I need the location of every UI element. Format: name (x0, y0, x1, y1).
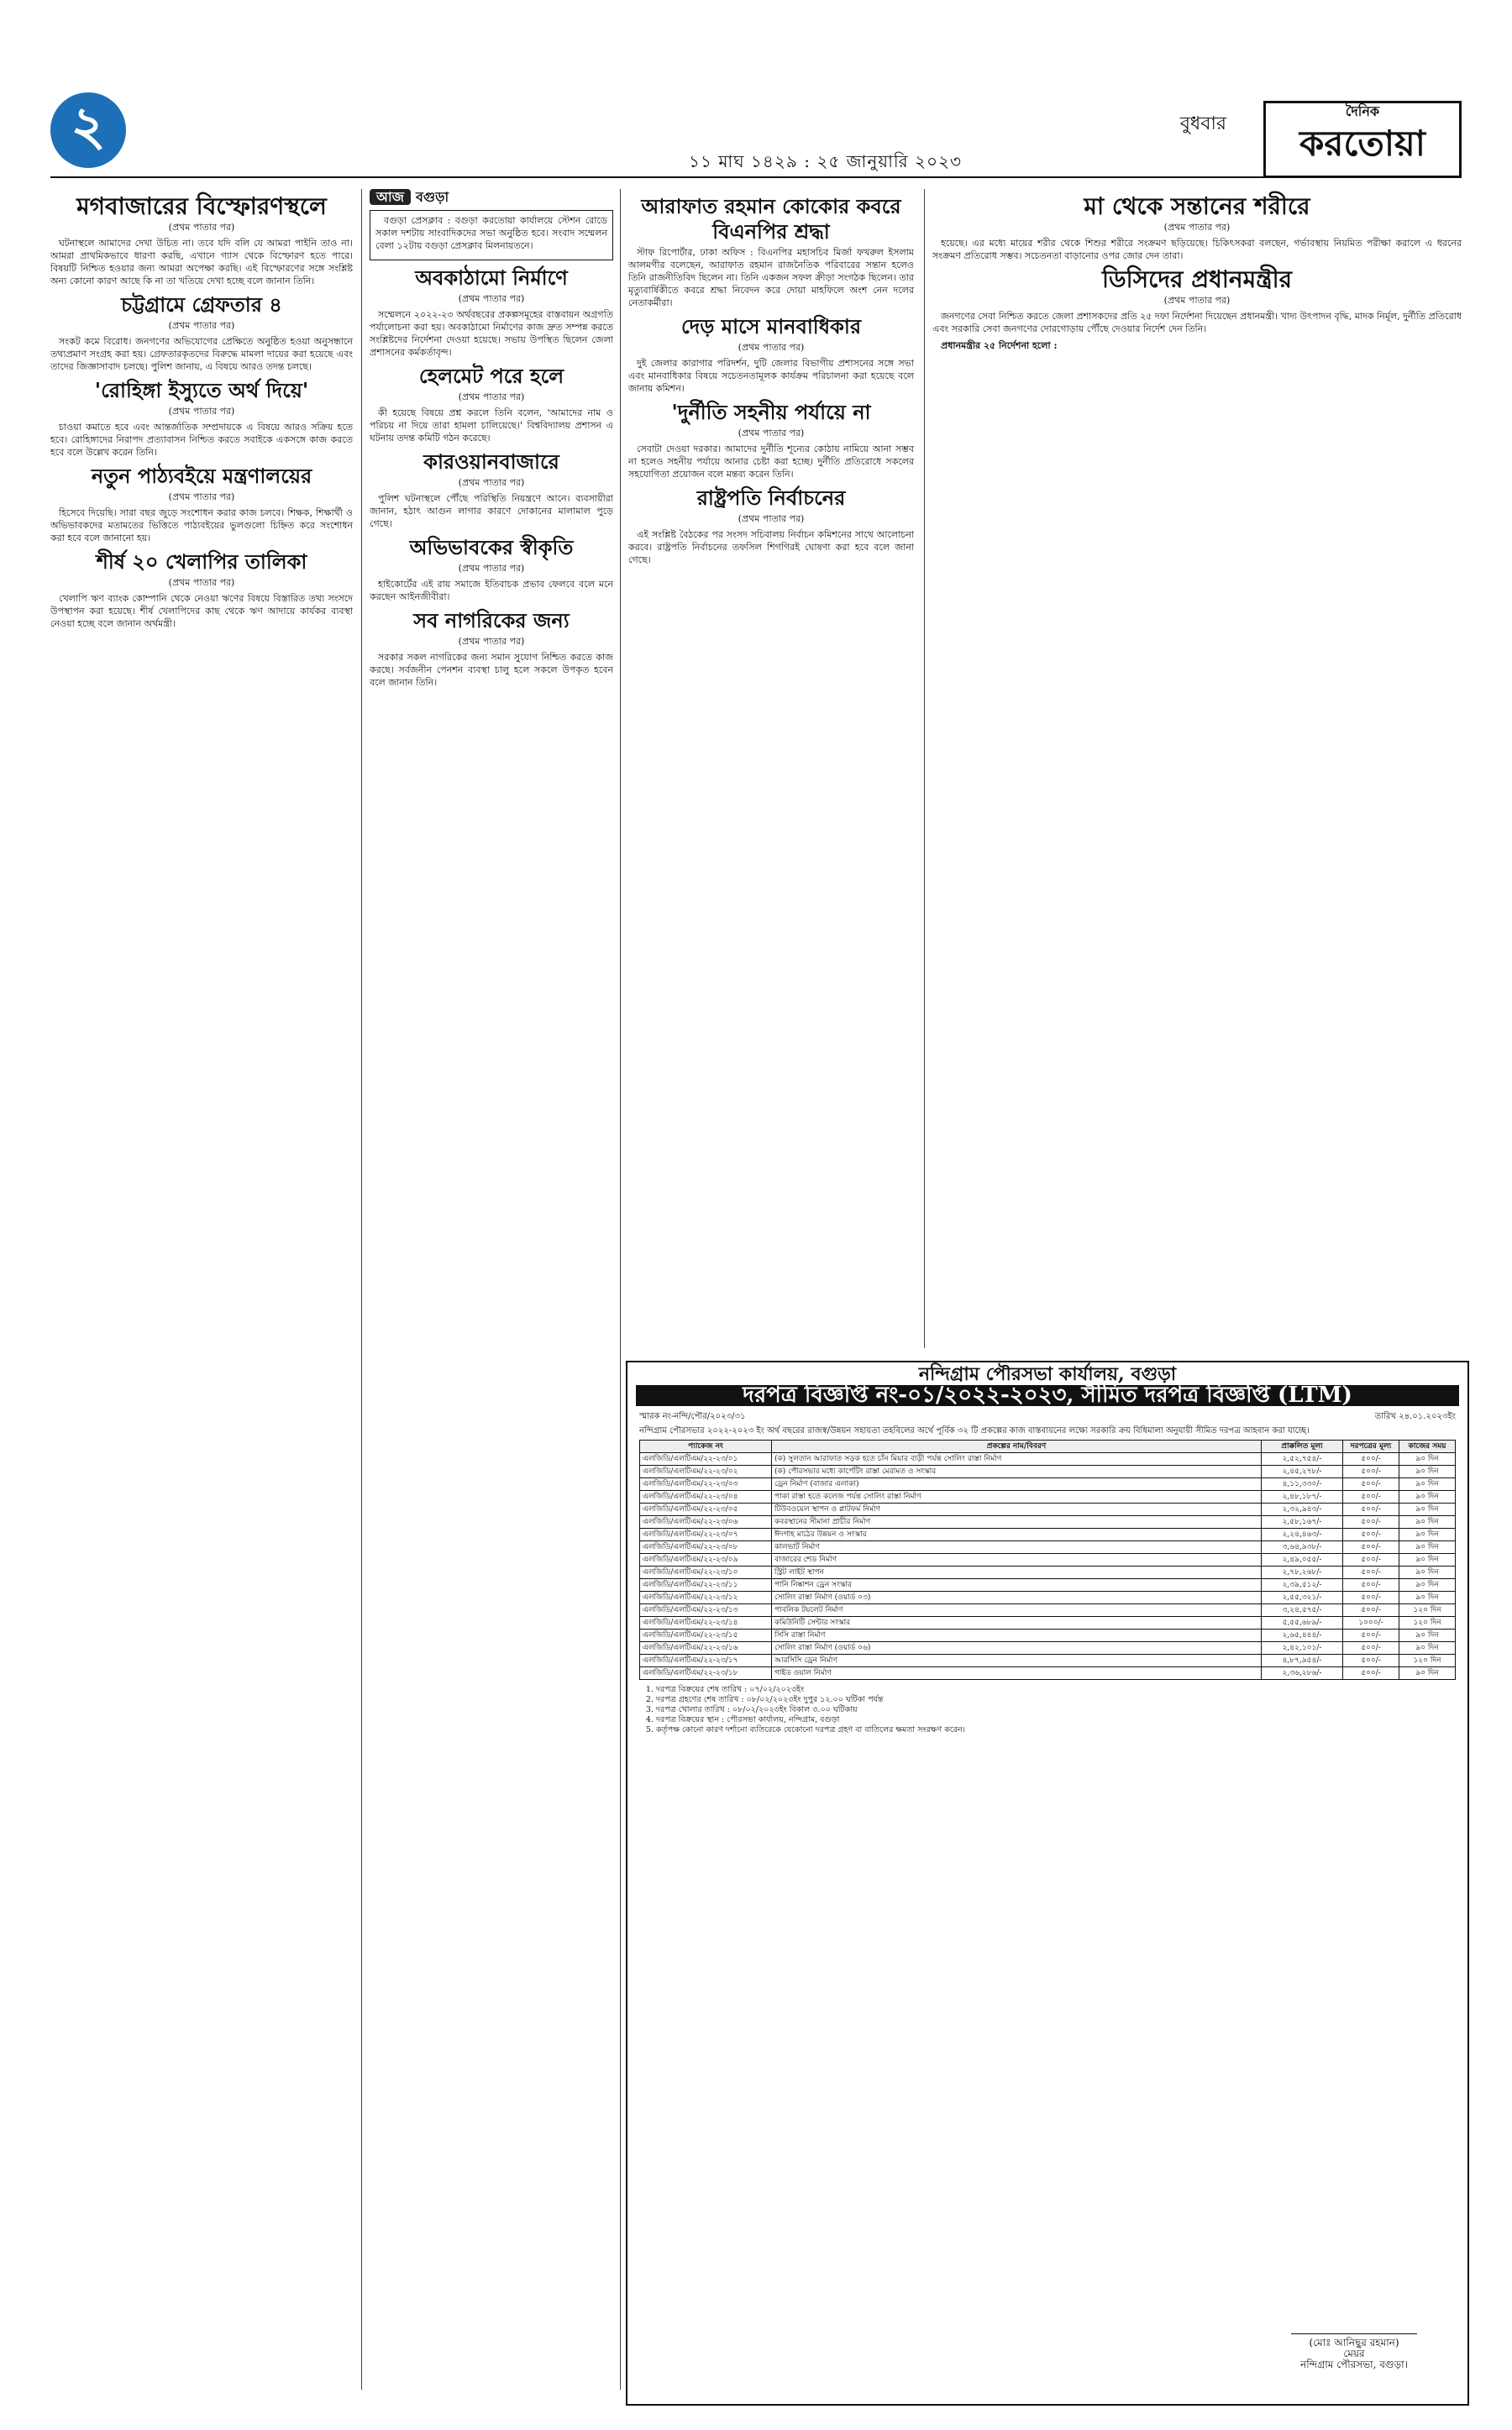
tender-table (639, 1440, 1456, 1680)
tender-cell: সিসি রাস্তা নির্মাণ (772, 1630, 1262, 1642)
tender-banner: দরপত্র বিজ্ঞপ্তি নং-০১/২০২২-২০২৩, সীমিত দরপত্র বিজ্ঞপ্তি (LTM) (636, 1385, 1459, 1406)
tender-cell: ৫০০/- (1343, 1504, 1399, 1516)
tender-cell: পাবলিক টয়লেট নির্মাণ (772, 1604, 1262, 1617)
tender-intro: নন্দিগ্রাম পৌরসভার ২০২২-২০২৩ ইং অর্থ বছরের রাজস্ব/উন্নয়ন সহায়তা তহবিলের অর্থে পূর্বিক ৩২ টি প্রকল্পের কাজ বাস্তবায়নের লক্ষ্যে সরকারি ক্রয় বিধিমালা অনুযায়ী সীমিত দরপত্র আহবান করা যাচ্ছে। (639, 1426, 1310, 1435)
tender-cell: ১২০ দিন (1399, 1617, 1456, 1630)
tender-cell: এলজিডি/এলটিএম/২২-২৩/০৯ (640, 1554, 772, 1567)
tender-cell: এলজিডি/এলটিএম/২২-২৩/০৫ (640, 1504, 772, 1516)
tender-office: নন্দিগ্রাম পৌরসভা কার্যালয়, বগুড়া (918, 1363, 1177, 1385)
tender-note: 5. কর্তৃপক্ষ কোনো কারণ দর্শানো ব্যতিরেকে যেকোনো দরপত্র গ্রহণ বা বাতিলের ক্ষমতা সংরক্ষণ করেন। (656, 1725, 1456, 1735)
tender-cell: ২,৩৬,২৮৬/- (1262, 1667, 1343, 1680)
header-rule (50, 176, 1462, 178)
column-divider (620, 189, 621, 2390)
today-box (370, 210, 613, 260)
tender-row (640, 1478, 1456, 1491)
subhead: (প্রথম পাতার পর) (738, 428, 805, 438)
subhead: (প্রথম পাতার পর) (458, 563, 525, 574)
page-header (0, 0, 1512, 171)
today-place: বগুড়া (415, 189, 449, 205)
subhead: (প্রথম পাতার পর) (458, 293, 525, 304)
column-4 (932, 189, 1462, 1348)
today-bar (370, 189, 613, 205)
tender-cell: পানি নিষ্কাশন ড্রেন সংস্কার (772, 1579, 1262, 1592)
tender-cell: ৫,৫৫,৬৮৯/- (1262, 1617, 1343, 1630)
article-body: সংকট কমে বিরোধ। জনগণের অভিযোগের প্রেক্ষিতে অনুষ্ঠিত হওয়া অনুসন্ধানে তথ্যপ্রমাণ সংগ্রহ করা হয়। গ্রেফতারকৃতদের বিরুদ্ধে মামলা দায়ের করা হয়েছে এবং তাদের জিজ্ঞাসাবাদ চলছে। পুলিশ জানায়, এ বিষয়ে আরও তদন্ত চলছে। (50, 336, 353, 372)
headline: কারওয়ানবাজারে (423, 449, 559, 474)
headline: ডিসিদের প্রধানমন্ত্রীর (1101, 265, 1293, 293)
tender-row (640, 1630, 1456, 1642)
subhead: (প্রথম পাতার পর) (168, 222, 235, 233)
tender-cell: ১২০ দিন (1399, 1604, 1456, 1617)
tender-cell: ৩,২৪,৫৭৫/- (1262, 1604, 1343, 1617)
tender-cell: ৫০০/- (1343, 1579, 1399, 1592)
headline: চট্টগ্রামে গ্রেফতার ৪ (121, 292, 282, 317)
tender-cell: এলজিডি/এলটিএম/২২-২৩/১৫ (640, 1630, 772, 1642)
subhead: (প্রথম পাতার পর) (458, 391, 525, 402)
tender-cell: ২,৫২,৭৫৪/- (1262, 1453, 1343, 1466)
tender-cell: ৫০০/- (1343, 1642, 1399, 1655)
tender-row (640, 1504, 1456, 1516)
tender-cell: ৯০ দিন (1399, 1504, 1456, 1516)
tender-cell: ২,৩৯,৫১২/- (1262, 1579, 1343, 1592)
tender-cell: ২,৪৫,২৭৮/- (1262, 1466, 1343, 1478)
tender-row (640, 1617, 1456, 1630)
article-body: সেবাটা দেওয়া দরকার। আমাদের দুর্নীতি শূন্যের কোঠায় নামিয়ে আনা সম্ভব না হলেও সহনীয় পর্যায়ে আনার চেষ্টা করা হচ্ছে। দুর্নীতি প্রতিরোধে সকলের সহযোগিতা প্রয়োজন বলে মন্তব্য করেন তিনি। (628, 443, 914, 480)
subhead: (প্রথম পাতার পর) (168, 577, 235, 588)
tender-cell: ৯০ দিন (1399, 1630, 1456, 1642)
subhead: (প্রথম পাতার পর) (1163, 222, 1231, 233)
tender-cell: এলজিডি/এলটিএম/২২-২৩/১০ (640, 1567, 772, 1579)
subhead: (প্রথম পাতার পর) (738, 342, 805, 353)
subhead: (প্রথম পাতার পর) (168, 406, 235, 417)
headline: মগবাজারের বিস্ফোরণস্থলে (76, 192, 327, 220)
headline: দেড় মাসে মানবাধিকার (680, 314, 862, 339)
tender-cell: (ক) সুলতান আরাফাত সড়ক হতে চাঁন মিয়ার বাড়ী পর্যন্ত সোলিং রাস্তা নির্মাণ (772, 1453, 1262, 1466)
subhead: (প্রথম পাতার পর) (738, 513, 805, 524)
tender-note: 3. দরপত্র খোলার তারিখ : ০৮/০২/২০২৩ইং বিকাল ৩.০০ ঘটিকায় (656, 1705, 1456, 1715)
tender-cell: ৪,১১,৩৩০/- (1262, 1478, 1343, 1491)
article-body: স্টাফ রিপোর্টার, ঢাকা অফিস : বিএনপির মহাসচিব মির্জা ফখরুল ইসলাম আলমগীর বলেছেন, আরাফাত রহমান রাজনৈতিক পরিবারের সন্তান হলেও তিনি রাজনীতিবিদ ছিলেন না। তিনি একজন সফল ক্রীড়া সংগঠক ছিলেন। তার মৃত্যুবার্ষিকীতে কবরে শ্রদ্ধা নিবেদন করে দোয়া মাহফিলে অংশ নেন দলের নেতাকর্মীরা। (628, 247, 914, 308)
article-body: কী হয়েছে বিষয়ে প্রশ্ন করলে তিনি বলেন, 'আমাদের নাম ও পরিচয় না দিয়ে তারা হামলা চালিয়েছে।' বিশ্ববিদ্যালয় প্রশাসন এ ঘটনায় তদন্ত কমিটি গঠন করেছে। (370, 407, 613, 443)
date-line: ১১ মাঘ ১৪২৯ : ২৫ জানুয়ারি ২০২৩ (689, 151, 962, 171)
subhead: (প্রথম পাতার পর) (168, 320, 235, 331)
tender-meta (639, 1411, 1456, 1422)
page-number: ২ (50, 92, 126, 168)
tender-cell: পাকা রাস্তা হতে কলেজ পর্যন্ত সোলিং রাস্তা নির্মাণ (772, 1491, 1262, 1504)
tender-cell: কমিউনিটি সেন্টার সংস্কার (772, 1617, 1262, 1630)
tender-row (640, 1642, 1456, 1655)
tender-cell: এলজিডি/এলটিএম/২২-২৩/০৬ (640, 1516, 772, 1529)
tender-cell: ৫০০/- (1343, 1516, 1399, 1529)
tender-cell: এলজিডি/এলটিএম/২২-২৩/১৭ (640, 1655, 772, 1667)
tender-cell: ৯০ দিন (1399, 1579, 1456, 1592)
tender-row (640, 1604, 1456, 1617)
tender-cell: এলজিডি/এলটিএম/২২-২৩/০৭ (640, 1529, 772, 1541)
tender-cell: ৫০০/- (1343, 1604, 1399, 1617)
newspaper-logo (1263, 101, 1462, 178)
article-body: খেলাপি ঋণ ব্যাংক কোম্পানি থেকে নেওয়া ঋণের বিষয়ে বিস্তারিত তথ্য সংসদে উপস্থাপন করা হয়েছে। শীর্ষ খেলাপিদের কাছ থেকে ঋণ আদায়ে কার্যকর ব্যবস্থা নেওয়া হচ্ছে বলে জানান অর্থমন্ত্রী। (50, 593, 353, 629)
tender-cell: ৫০০/- (1343, 1630, 1399, 1642)
article-body: পুলিশ ঘটনাস্থলে পৌঁছে পরিস্থিতি নিয়ন্ত্রণে আনে। ব্যবসায়ীরা জানান, হঠাৎ আগুন লাগার কারণে দোকানের মালামাল পুড়ে গেছে। (370, 493, 613, 529)
subhead: (প্রথম পাতার পর) (458, 477, 525, 488)
tender-cell: ৯০ দিন (1399, 1541, 1456, 1554)
headline: নতুন পাঠ্যবইয়ে মন্ত্রণালয়ের (91, 464, 312, 488)
tender-row (640, 1655, 1456, 1667)
headline: শীর্ষ ২০ খেলাপির তালিকা (96, 549, 307, 574)
headline: 'দুর্নীতি সহনীয় পর্যায়ে না (671, 400, 871, 424)
tender-memo: স্মারক নং-নন্দি/পৌর/২০২৩/৩১ (639, 1412, 746, 1421)
tender-cell: এলজিডি/এলটিএম/২২-২৩/১৬ (640, 1642, 772, 1655)
tender-note: 2. দরপত্র গ্রহণের শেষ তারিখ : ০৮/০২/২০২৩ইং দুপুর ১২.০০ ঘটিকা পর্যন্ত (656, 1695, 1456, 1705)
tender-cell: ২,৪২,১০১/- (1262, 1642, 1343, 1655)
tender-cell: ৯০ দিন (1399, 1466, 1456, 1478)
tender-cell: কালভার্ট নির্মাণ (772, 1541, 1262, 1554)
tender-cell: এলজিডি/এলটিএম/২২-২৩/১১ (640, 1579, 772, 1592)
tender-cell: ৯০ দিন (1399, 1529, 1456, 1541)
today-tag: আজ (370, 189, 411, 205)
tender-cell: ৯০ দিন (1399, 1642, 1456, 1655)
tender-row (640, 1529, 1456, 1541)
tender-cell: ঈদগাহ মাঠের উন্নয়ন ও সংস্কার (772, 1529, 1262, 1541)
column-divider (361, 189, 362, 2390)
tender-cell: আরসিসি ড্রেন নির্মাণ (772, 1655, 1262, 1667)
article-body: এই সংশ্লিষ্ট বৈঠকের পর সংসদ সচিবালয় নির্বাচন কমিশনের সাথে আলোচনা করবে। রাষ্ট্রপতি নির্বাচনের তফসিল শিগগিরই ঘোষণা করা হবে বলে জানা গেছে। (628, 529, 914, 565)
tender-row (640, 1491, 1456, 1504)
signer-name: (মোঃ আনিছুর রহমান) (1309, 2337, 1399, 2349)
tender-cell: ২,২৪,৪৬৩/- (1262, 1529, 1343, 1541)
article-body: হিসেবে দিয়েছি। সারা বছর জুড়ে সংশোধন করার কাজ চলবে। শিক্ষক, শিক্ষার্থী ও অভিভাবকদের মতামতের ভিত্তিতে পাঠ্যবইয়ের ভুলগুলো চিহ্নিত করে সংশোধন করা হবে বলে জানানো হয়। (50, 507, 353, 543)
signature-block (1291, 2300, 1417, 2370)
tender-cell: ৫০০/- (1343, 1554, 1399, 1567)
tender-cell: সোলিং রাস্তা নির্মাণ (ওয়ার্ড ০৩) (772, 1592, 1262, 1604)
tender-cell: ২,৪৮,১৮৭/- (1262, 1491, 1343, 1504)
tender-notice (626, 1361, 1469, 2406)
article-body: ঘটনাস্থলে আমাদের দেখা উচিত না। তবে যদি বলি যে আমরা পাইনি তাও না। আমরা প্রাথমিকভাবে ধারণা করছি, এখানে গ্যাস থেকে বিস্ফোরণ হতে পারে। বিষয়টি নিশ্চিত হওয়ার জন্য আমরা অপেক্ষা করছি। এই বিস্ফোরণের সঙ্গে সংশ্লিষ্ট অন্য কোনো কারণ আছে কি না তা খতিয়ে দেখা হচ্ছে বলে জানান তিনি। (50, 238, 353, 286)
day-label: বুধবার (1179, 113, 1226, 134)
tender-cell: ৩,৬৪,৯৩৮/- (1262, 1541, 1343, 1554)
tender-cell: ৫০০/- (1343, 1478, 1399, 1491)
tender-cell: গাইড ওয়াল নির্মাণ (772, 1667, 1262, 1680)
tender-cell: ৫০০/- (1343, 1466, 1399, 1478)
headline: হেলমেট পরে হলে (418, 364, 564, 388)
headline: আরাফাত রহমান কোকোর কবরে বিএনপির শ্রদ্ধা (641, 194, 901, 244)
tender-cell: এলজিডি/এলটিএম/২২-২৩/০১ (640, 1453, 772, 1466)
tender-cell: এলজিডি/এলটিএম/২২-২৩/১২ (640, 1592, 772, 1604)
tender-row (640, 1667, 1456, 1680)
tender-cell: ২,৫৫,৩২১/- (1262, 1592, 1343, 1604)
tender-cell: ৯০ দিন (1399, 1567, 1456, 1579)
tender-col-header: প্যাকেজ নং (640, 1441, 772, 1453)
tender-cell: বাজারের শেড নির্মাণ (772, 1554, 1262, 1567)
tender-cell: ৫০০/- (1343, 1667, 1399, 1680)
tender-cell: ৫০০/- (1343, 1453, 1399, 1466)
tender-row (640, 1579, 1456, 1592)
tender-row (640, 1592, 1456, 1604)
subhead: (প্রথম পাতার পর) (1163, 295, 1231, 306)
headline: রাষ্ট্রপতি নির্বাচনের (696, 485, 846, 510)
tender-cell: ৯০ দিন (1399, 1491, 1456, 1504)
tender-cell: ড্রেন নির্মাণ (বাজার এলাকা) (772, 1478, 1262, 1491)
tender-cell: ১০০০/- (1343, 1617, 1399, 1630)
article-body: দুই জেলার কারাগার পরিদর্শন, দুটি জেলার বিভাগীয় প্রশাসনের সঙ্গে সভা এবং মানবাধিকার বিষয়ে সচেতনতামূলক কার্যক্রম পরিচালনা করা হয়েছে বলে জানায় কমিশন। (628, 358, 914, 394)
article-body: হয়েছে। এর মধ্যে মায়ের শরীর থেকে শিশুর শরীরে সংক্রমণ ছড়িয়েছে। চিকিৎসকরা বলছেন, গর্ভাবস্থায় নিয়মিত পরীক্ষা করালে এ ধরনের সংক্রমণ প্রতিরোধ সম্ভব। সচেতনতা বাড়ানোর ওপর জোর দেন তারা। (932, 238, 1462, 261)
article-body: সম্মেলনে ২০২২-২৩ অর্থবছরের প্রকল্পসমূহের বাস্তবায়ন অগ্রগতি পর্যালোচনা করা হয়। অবকাঠামো নির্মাণের কাজ দ্রুত সম্পন্ন করতে সংশ্লিষ্টদের নির্দেশনা দেওয়া হয়েছে। সভায় উপস্থিত ছিলেন জেলা প্রশাসনের কর্মকর্তাবৃন্দ। (370, 309, 613, 358)
column-3 (628, 189, 914, 1348)
article-body: হাইকোর্টের এই রায় সমাজে ইতিবাচক প্রভাব ফেলবে বলে মনে করছেন আইনজীবীরা। (370, 579, 613, 602)
tender-cell: ৫০০/- (1343, 1529, 1399, 1541)
tender-cell: ২,৪৯,০৫৫/- (1262, 1554, 1343, 1567)
column-1 (50, 189, 353, 2390)
tender-col-header: প্রাক্কলিত মূল্য (1262, 1441, 1343, 1453)
tender-cell: এলজিডি/এলটিএম/২২-২৩/০৮ (640, 1541, 772, 1554)
directive-title: প্রধানমন্ত্রীর ২৫ নির্দেশনা হলো : (941, 340, 1058, 351)
tender-cell: এলজিডি/এলটিএম/২২-২৩/০৪ (640, 1491, 772, 1504)
tender-cell: এলজিডি/এলটিএম/২২-২৩/১৪ (640, 1617, 772, 1630)
tender-notes (656, 1685, 1456, 1735)
subhead: (প্রথম পাতার পর) (168, 491, 235, 502)
tender-cell: ২,৫৮,১৬৭/- (1262, 1516, 1343, 1529)
article-body: জনগণের সেবা নিশ্চিত করতে জেলা প্রশাসকদের প্রতি ২৫ দফা নির্দেশনা দিয়েছেন প্রধানমন্ত্রী। খাদ্য উৎপাদন বৃদ্ধি, মাদক নির্মূল, দুর্নীতি প্রতিরোধ এবং সরকারি সেবা জনগণের দোরগোড়ায় পৌঁছে দেওয়ার নির্দেশ দেন তিনি। (932, 311, 1462, 334)
tender-header-row (640, 1441, 1456, 1453)
tender-cell: স্ট্রিট লাইট স্থাপন (772, 1567, 1262, 1579)
article-body: সরকার সকল নাগরিকের জন্য সমান সুযোগ নিশ্চিত করতে কাজ করছে। সর্বজনীন পেনশন ব্যবস্থা চালু হলে সকলে উপকৃত হবেন বলে জানান তিনি। (370, 652, 613, 688)
tender-cell: ২,৭৮,২৬৮/- (1262, 1567, 1343, 1579)
logo-small: দৈনিক (1345, 103, 1380, 119)
article-body: চাওয়া কমাতে হবে এবং আন্তর্জাতিক সম্প্রদায়কে এ বিষয়ে আরও সক্রিয় হতে হবে। রোহিঙ্গাদের নিরাপদ প্রত্যাবাসন নিশ্চিত করতে সবাইকে একসঙ্গে কাজ করতে হবে বলে উল্লেখ করেন তিনি। (50, 422, 353, 458)
tender-cell: সোলিং রাস্তা নির্মাণ (ওয়ার্ড ০৬) (772, 1642, 1262, 1655)
column-divider (924, 189, 925, 1348)
today-body: বগুড়া প্রেসক্লাব : বগুড়া করতোয়া কার্যালয়ে স্টেশন রোডে সকাল দশটায় সাংবাদিকদের সভা অনুষ্ঠিত হবে। সংবাদ সম্মেলন বেলা ১২টায় বগুড়া প্রেসক্লাব মিলনায়তনে। (375, 215, 607, 251)
tender-note: 4. দরপত্র বিক্রয়ের স্থান : পৌরসভা কার্যালয়, নন্দিগ্রাম, বগুড়া (656, 1715, 1456, 1725)
tender-col-header: প্রকল্পের নাম/বিবরণ (772, 1441, 1262, 1453)
tender-row (640, 1516, 1456, 1529)
tender-cell: ৪,৮৭,৯৫৪/- (1262, 1655, 1343, 1667)
tender-row (640, 1567, 1456, 1579)
tender-cell: ৫০০/- (1343, 1592, 1399, 1604)
tender-cell: ৯০ দিন (1399, 1592, 1456, 1604)
tender-cell: (ক) পৌরসভার মধ্যে কার্পেটিং রাস্তা মেরামত ও সংস্কার (772, 1466, 1262, 1478)
tender-cell: এলজিডি/এলটিএম/২২-২৩/১৩ (640, 1604, 772, 1617)
tender-note: 1. দরপত্র বিক্রয়ের শেষ তারিখ : ০৭/০২/২০২৩ইং (656, 1685, 1456, 1695)
tender-row (640, 1554, 1456, 1567)
tender-cell: কবরস্থানের সীমানা প্রাচীর নির্মাণ (772, 1516, 1262, 1529)
tender-cell: ৫০০/- (1343, 1655, 1399, 1667)
signer-title: মেয়র (1343, 2348, 1365, 2359)
tender-col-header: কাজের সময় (1399, 1441, 1456, 1453)
logo-big: করতোয়া (1299, 123, 1425, 164)
tender-row (640, 1453, 1456, 1466)
headline: মা থেকে সন্তানের শরীরে (1084, 192, 1310, 220)
tender-date: তারিখ ২৪.০১.২০২৩ইং (1374, 1412, 1456, 1421)
tender-cell: ৯০ দিন (1399, 1554, 1456, 1567)
tender-cell: ২,৬৫,৪৪৪/- (1262, 1630, 1343, 1642)
tender-cell: ১২০ দিন (1399, 1655, 1456, 1667)
tender-cell: ৯০ দিন (1399, 1478, 1456, 1491)
tender-row (640, 1541, 1456, 1554)
tender-cell: টিউবওয়েল স্থাপন ও প্লাটফর্ম নির্মাণ (772, 1504, 1262, 1516)
tender-row (640, 1466, 1456, 1478)
headline: 'রোহিঙ্গা ইস্যুতে অর্থ দিয়ে' (94, 378, 309, 402)
headline: অবকাঠামো নির্মাণে (415, 265, 568, 290)
tender-cell: এলজিডি/এলটিএম/২২-২৩/১৮ (640, 1667, 772, 1680)
headline: সব নাগরিকের জন্য (413, 608, 570, 632)
tender-cell: এলজিডি/এলটিএম/২২-২৩/০২ (640, 1466, 772, 1478)
tender-cell: ৯০ দিন (1399, 1667, 1456, 1680)
tender-cell: ৫০০/- (1343, 1567, 1399, 1579)
subhead: (প্রথম পাতার পর) (458, 636, 525, 647)
headline: অভিভাবকের স্বীকৃতি (409, 535, 574, 559)
tender-cell: ৯০ দিন (1399, 1516, 1456, 1529)
signature-mark (1291, 2300, 1417, 2334)
signer-office: নন্দিগ্রাম পৌরসভা, বগুড়া। (1300, 2359, 1408, 2370)
tender-cell: ৫০০/- (1343, 1491, 1399, 1504)
tender-cell: ৫০০/- (1343, 1541, 1399, 1554)
tender-cell: ৯০ দিন (1399, 1453, 1456, 1466)
tender-col-header: দরপত্রের মূল্য (1343, 1441, 1399, 1453)
tender-cell: ২,৩২,৯৪৩/- (1262, 1504, 1343, 1516)
column-2 (370, 189, 613, 2390)
tender-cell: এলজিডি/এলটিএম/২২-২৩/০৩ (640, 1478, 772, 1491)
